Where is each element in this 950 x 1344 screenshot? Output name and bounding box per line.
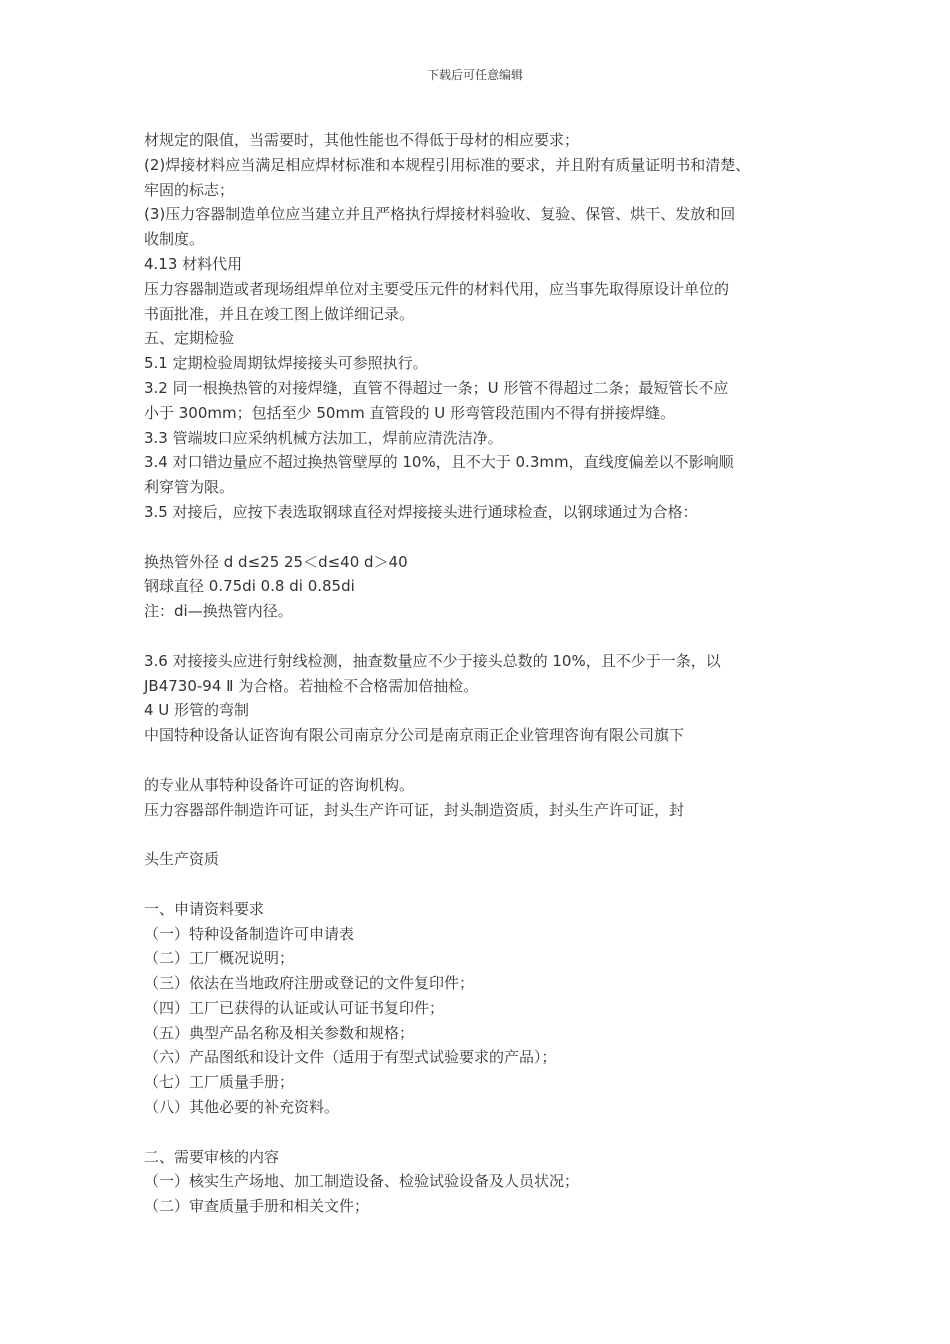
text-line: 3.3 管端坡口应采纳机械方法加工，焊前应清洗洁净。 [144,428,503,447]
text-line: 3.4 对口错边量应不超过换热管壁厚的 10%，且不大于 0.3mm，直线度偏差以不影响顺 [144,453,734,472]
text-line: 5.1 定期检验周期钛焊接接头可参照执行。 [144,354,428,373]
text-line: 头生产资质 [144,850,220,869]
text-line: （七）工厂质量手册； [144,1073,295,1092]
text-line: 的专业从事特种设备许可证的咨询机构。 [144,775,415,794]
text-line: （一）特种设备制造许可申请表 [144,924,355,943]
text-line: 3.2 同一根换热管的对接焊缝，直管不得超过一条；U 形管不得超过二条；最短管长不应 [144,378,729,397]
text-line: 中国特种设备认证咨询有限公司南京分公司是南京雨正企业管理咨询有限公司旗下 [144,726,685,745]
text-line: （八）其他必要的补充资料。 [144,1098,340,1117]
text-line: （五）典型产品名称及相关参数和规格； [144,1023,415,1042]
text-line: 4 U 形管的弯制 [144,701,250,720]
text-line: （四）工厂已获得的认证或认可证书复印件； [144,998,445,1017]
text-line: 书面批准，并且在竣工图上做详细记录。 [144,304,415,323]
text-line: 3.6 对接接头应进行射线检测，抽查数量应不少于接头总数的 10%，且不少于一条，以 [144,651,721,670]
text-line: 利穿管为限。 [144,478,235,497]
blank-line [144,872,824,897]
text-line: 换热管外径 d d≤25 25＜d≤40 d＞40 [144,552,408,571]
text-line: 压力容器部件制造许可证，封头生产许可证，封头制造资质，封头生产许可证，封 [144,800,685,819]
text-line: 二、需要审核的内容 [144,1147,280,1166]
blank-line [144,624,824,649]
text-line: 注：di—换热管内径。 [144,602,293,621]
text-line: （三）依法在当地政府注册或登记的文件复印件； [144,974,475,993]
text-line: 小于 300mm；包括至少 50mm 直管段的 U 形弯管段范围内不得有拼接焊缝。 [144,403,675,422]
text-line: （六）产品图纸和设计文件（适用于有型式试验要求的产品）； [144,1048,557,1067]
text-line: 3.5 对接后，应按下表选取钢球直径对焊接接头进行通球检查，以钢球通过为合格： [144,502,698,521]
text-line: （一）核实生产场地、加工制造设备、检验试验设备及人员状况； [144,1172,580,1191]
text-line: JB4730-94 Ⅱ 为合格。若抽检不合格需加倍抽检。 [144,676,479,695]
text-line: 4.13 材料代用 [144,254,243,273]
text-line: 收制度。 [144,230,205,249]
blank-line [144,748,824,773]
page-header: 下载后可任意编辑 [426,68,523,82]
text-line: 牢固的标志； [144,180,235,199]
text-line: （二）工厂概况说明； [144,949,295,968]
text-line: 钢球直径 0.75di 0.8 di 0.85di [144,577,355,596]
blank-line [144,1120,824,1145]
blank-line [144,822,824,847]
text-line: 压力容器制造或者现场组焊单位对主要受压元件的材料代用，应当事先取得原设计单位的 [144,279,730,298]
text-line: （二）审查质量手册和相关文件； [144,1197,370,1216]
text-line: 五、定期检验 [144,329,235,348]
text-line: (3)压力容器制造单位应当建立并且严格执行焊接材料验收、复验、保管、烘干、发放和回 [144,205,736,224]
text-line: 材规定的限值，当需要时，其他性能也不得低于母材的相应要求； [144,131,580,149]
text-line: (2)焊接材料应当满足相应焊材标准和本规程引用标准的要求，并且附有质量证明书和清楚、 [144,155,751,174]
document-body [144,128,824,1219]
text-line: 一、申请资料要求 [144,899,265,918]
blank-line [144,525,824,550]
